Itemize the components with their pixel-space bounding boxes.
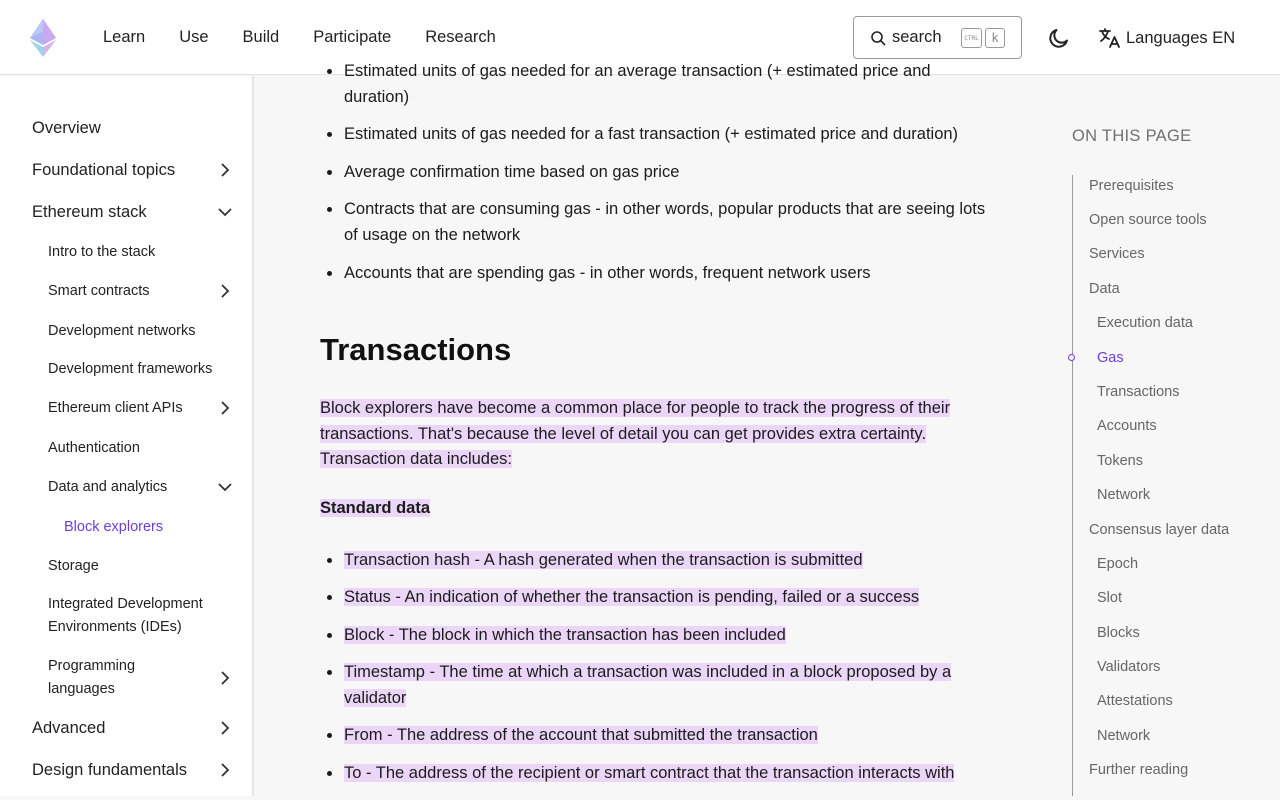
sidebar-item-overview[interactable] <box>0 116 254 140</box>
nav-learn[interactable]: Learn <box>103 28 146 46</box>
toc-item-network[interactable]: Network <box>1097 487 1151 503</box>
toc-item-execution-data[interactable]: Execution data <box>1097 315 1193 331</box>
toc-item-attestations[interactable]: Attestations <box>1097 693 1173 709</box>
list-item: Contracts that are consuming gas - in other words, popular products that are seeing lots of usage on the network <box>344 196 994 248</box>
highlighted-text: From - The address of the account that submitted the transaction <box>344 726 818 744</box>
sidebar-item-intro-to-stack[interactable] <box>0 241 254 263</box>
chevron-right-icon <box>218 401 232 415</box>
list-item <box>344 547 994 573</box>
dark-mode-moon-icon[interactable] <box>1047 26 1071 50</box>
sidebar-item-label: Foundational topics <box>32 160 176 179</box>
list-item <box>344 659 994 711</box>
list-item <box>344 622 994 648</box>
sidebar-item-label: Development networks <box>48 322 196 339</box>
toc-item-epoch[interactable]: Epoch <box>1097 556 1139 572</box>
chevron-down-icon <box>218 205 232 219</box>
sidebar-item-label: Design fundamentals <box>32 760 188 779</box>
toc-track-line <box>1072 175 1073 796</box>
languages-button[interactable] <box>1097 24 1235 52</box>
toc-item-prerequisites[interactable]: Prerequisites <box>1089 178 1174 194</box>
sidebar-item-ethereum-client-apis[interactable] <box>0 397 254 419</box>
docs-sidebar <box>0 76 254 796</box>
article-content <box>256 62 1036 800</box>
sidebar-item-advanced[interactable] <box>0 716 254 740</box>
chevron-right-icon <box>218 763 232 777</box>
sidebar-item-label: Ethereum client APIs <box>48 399 183 416</box>
nav-research[interactable]: Research <box>425 28 496 46</box>
list-item: Accounts that are spending gas - in other words, frequent network users <box>344 260 994 286</box>
toc-item-data[interactable]: Data <box>1089 281 1120 297</box>
toc-item-services[interactable]: Services <box>1089 246 1145 262</box>
chevron-down-icon <box>218 480 232 494</box>
highlighted-text: To - The address of the recipient or smart contract that the transaction interacts with <box>344 764 955 782</box>
chevron-right-icon <box>218 671 232 685</box>
sidebar-item-label: Ethereum stack <box>32 202 147 221</box>
sidebar-item-ides[interactable] <box>0 593 254 639</box>
sidebar-item-label: Block explorers <box>64 518 164 535</box>
sidebar-item-label: Overview <box>32 118 101 137</box>
nav-build[interactable]: Build <box>242 28 280 46</box>
highlighted-text: Block - The block in which the transaction has been included <box>344 626 786 644</box>
toc-item-consensus-layer-data[interactable]: Consensus layer data <box>1089 522 1230 538</box>
k-key-hint: k <box>985 28 1005 48</box>
sidebar-item-smart-contracts[interactable] <box>0 280 254 302</box>
list-item <box>344 722 994 748</box>
sidebar-item-label: Smart contracts <box>48 282 150 299</box>
toc-item-blocks[interactable]: Blocks <box>1097 625 1140 641</box>
nav-use[interactable]: Use <box>179 28 209 46</box>
search-icon <box>870 30 886 46</box>
toc-item-transactions[interactable]: Transactions <box>1097 384 1180 400</box>
sidebar-item-block-explorers[interactable] <box>0 516 254 538</box>
sidebar-item-label: Development frameworks <box>48 360 213 377</box>
toc-item-further-reading[interactable]: Further reading <box>1089 762 1189 778</box>
list-item <box>344 760 1024 786</box>
ctrl-key-hint: CTRL <box>961 28 982 48</box>
list-item: Estimated units of gas needed for an average transaction (+ estimated price and duration) <box>344 58 994 110</box>
search-label: search <box>892 28 942 46</box>
toc-item-validators[interactable]: Validators <box>1097 659 1161 675</box>
list-item: Average confirmation time based on gas price <box>344 159 994 185</box>
highlighted-text: Transaction hash - A hash generated when the transaction is submitted <box>344 551 863 569</box>
sidebar-item-label: Data and analytics <box>48 478 168 495</box>
section-heading-transactions: Transactions <box>320 332 512 367</box>
sidebar-item-design-fundamentals[interactable] <box>0 758 254 782</box>
sidebar-item-storage[interactable] <box>0 555 254 577</box>
toc-item-gas[interactable]: Gas <box>1097 350 1124 366</box>
toc-item-accounts[interactable]: Accounts <box>1097 418 1157 434</box>
toc-item-open-source-tools[interactable]: Open source tools <box>1089 212 1207 228</box>
list-item <box>344 584 994 610</box>
sidebar-item-label: Authentication <box>48 439 140 456</box>
translate-icon <box>1097 26 1121 50</box>
sidebar-item-data-and-analytics[interactable] <box>0 476 254 498</box>
sidebar-item-label: Intro to the stack <box>48 243 156 260</box>
sidebar-item-development-networks[interactable] <box>0 320 254 342</box>
highlighted-text: Status - An indication of whether the transaction is pending, failed or a success <box>344 588 920 606</box>
chevron-right-icon <box>218 163 232 177</box>
chevron-right-icon <box>218 721 232 735</box>
ethereum-logo-icon[interactable] <box>30 19 56 57</box>
languages-label: Languages EN <box>1126 28 1236 47</box>
sidebar-item-foundational-topics[interactable] <box>0 158 254 182</box>
standard-data-heading <box>320 499 430 518</box>
toc-active-indicator <box>1068 354 1075 361</box>
sidebar-item-ethereum-stack[interactable] <box>0 200 254 224</box>
sidebar-item-label: Integrated Development Environments (IDEs) <box>48 596 203 635</box>
nav-participate[interactable]: Participate <box>313 28 392 46</box>
highlighted-text: Standard data <box>320 499 431 517</box>
intro-paragraph <box>320 396 1000 473</box>
sidebar-item-development-frameworks[interactable] <box>0 358 254 380</box>
sidebar-item-label: Advanced <box>32 718 106 737</box>
toc-title: ON THIS PAGE <box>1072 127 1192 145</box>
chevron-right-icon <box>218 284 232 298</box>
highlighted-text: Block explorers have become a common place for people to track the progress of their transactions. That's because the level of detail you can get provides extra certainty. Transaction data includes: <box>320 399 951 468</box>
sidebar-item-programming-languages[interactable] <box>0 655 254 701</box>
sidebar-item-label: Programming languages <box>48 658 136 697</box>
toc-item-network-2[interactable]: Network <box>1097 728 1151 744</box>
sidebar-item-label: Storage <box>48 557 99 574</box>
sidebar-item-authentication[interactable] <box>0 437 254 459</box>
toc-item-tokens[interactable]: Tokens <box>1097 453 1143 469</box>
highlighted-text: Timestamp - The time at which a transaction was included in a block proposed by a validator <box>344 663 952 707</box>
search-button[interactable] <box>853 16 1022 59</box>
list-item: Estimated units of gas needed for a fast transaction (+ estimated price and duration) <box>344 121 994 147</box>
toc-item-slot[interactable]: Slot <box>1097 590 1122 606</box>
